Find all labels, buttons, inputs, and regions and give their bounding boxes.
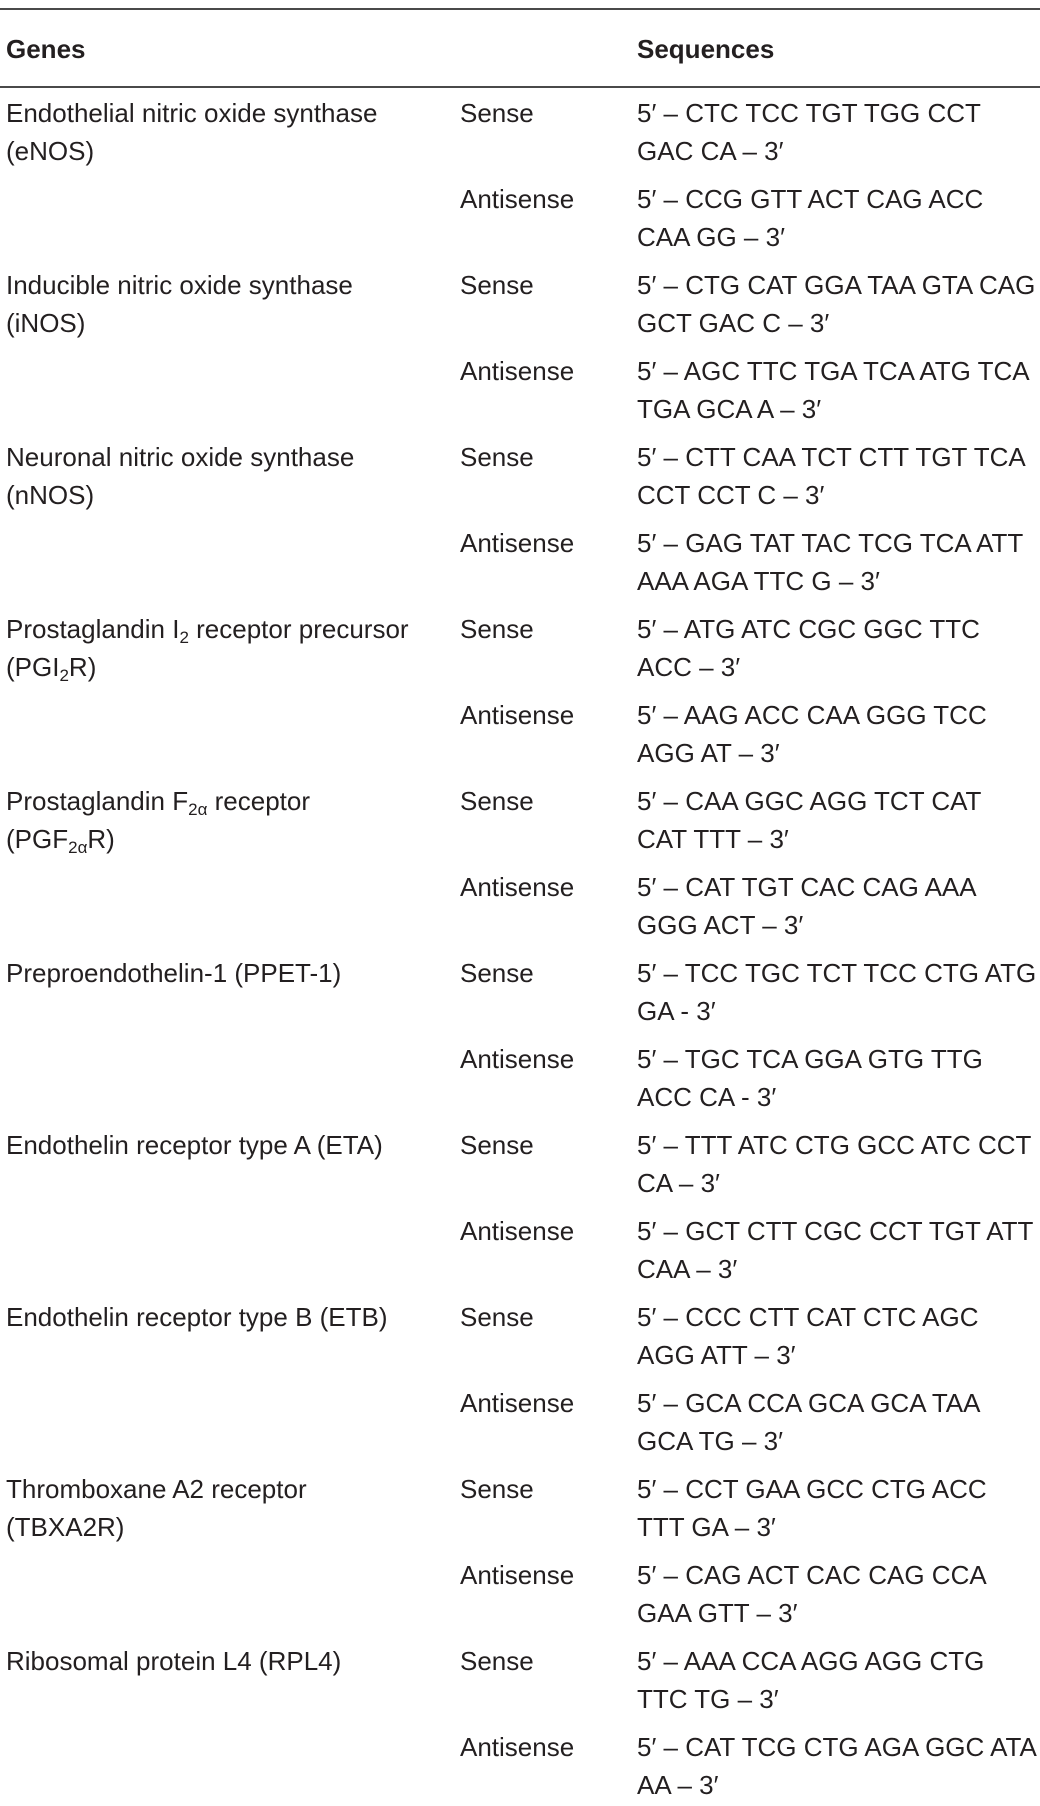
table-row (0, 86, 1040, 258)
antisense-label: Antisense (460, 1560, 575, 1590)
header-sequences: Sequences (637, 34, 775, 64)
gene-name-subscript: 2 (59, 666, 69, 685)
gene-name-part: Prostaglandin I (6, 614, 180, 644)
sense-label: Sense (460, 98, 534, 128)
sense-sequence: 5′ – CTG CAT GGA TAA GTA CAG GCT GAC C – 3′ (637, 270, 1036, 338)
sense-label: Sense (460, 1302, 534, 1332)
gene-name: Inducible nitric oxide synthase (iNOS) (6, 270, 353, 338)
sense-label: Sense (460, 1474, 534, 1504)
antisense-label: Antisense (460, 184, 575, 214)
table-row (0, 258, 1040, 430)
gene-name-part: receptor precursor (PGI (6, 614, 409, 682)
table-row (0, 946, 1040, 1118)
antisense-sequence: 5′ – AAG ACC CAA GGG TCC AGG AT – 3′ (637, 700, 987, 768)
sense-sequence: 5′ – TTT ATC CTG GCC ATC CCT CA – 3′ (637, 1130, 1031, 1198)
gene-name (6, 610, 426, 686)
sense-label: Sense (460, 786, 534, 816)
gene-name: Endothelin receptor type B (ETB) (6, 1302, 388, 1332)
gene-name: Neuronal nitric oxide synthase (nNOS) (6, 442, 355, 510)
table-row (0, 1118, 1040, 1290)
sense-label: Sense (460, 1646, 534, 1676)
sense-label: Sense (460, 614, 534, 644)
antisense-sequence: 5′ – GAG TAT TAC TCG TCA ATT AAA AGA TTC G – 3′ (637, 528, 1023, 596)
sense-sequence: 5′ – CAA GGC AGG TCT CAT CAT TTT – 3′ (637, 786, 981, 854)
antisense-sequence: 5′ – GCA CCA GCA GCA TAA GCA TG – 3′ (637, 1388, 980, 1456)
gene-name (6, 782, 426, 858)
antisense-label: Antisense (460, 1044, 575, 1074)
antisense-label: Antisense (460, 1388, 575, 1418)
antisense-sequence: 5′ – CAT TGT CAC CAG AAA GGG ACT – 3′ (637, 872, 976, 940)
sense-sequence: 5′ – CTT CAA TCT CTT TGT TCA CCT CCT C – 3′ (637, 442, 1025, 510)
sense-sequence: 5′ – ATG ATC CGC GGC TTC ACC – 3′ (637, 614, 980, 682)
gene-name-part: receptor (PGF (6, 786, 311, 854)
gene-name-part: R) (68, 652, 97, 682)
gene-name-subscript: 2 (179, 628, 189, 647)
gene-name: Thromboxane A2 receptor (TBXA2R) (6, 1474, 307, 1542)
sense-label: Sense (460, 1130, 534, 1160)
antisense-sequence: 5′ – GCT CTT CGC CCT TGT ATT CAA – 3′ (637, 1216, 1033, 1284)
antisense-label: Antisense (460, 1216, 575, 1246)
table-row (0, 774, 1040, 946)
sense-label: Sense (460, 442, 534, 472)
table-row (0, 1290, 1040, 1462)
gene-name: Ribosomal protein L4 (RPL4) (6, 1646, 342, 1676)
table-row (0, 430, 1040, 602)
sense-label: Sense (460, 958, 534, 988)
gene-name-part: Prostaglandin F (6, 786, 189, 816)
antisense-label: Antisense (460, 700, 575, 730)
sense-sequence: 5′ – AAA CCA AGG AGG CTG TTC TG – 3′ (637, 1646, 985, 1714)
header-genes: Genes (6, 34, 86, 64)
sense-sequence: 5′ – CTC TCC TGT TGG CCT GAC CA – 3′ (637, 98, 981, 166)
gene-name-part: R) (87, 824, 115, 854)
table-body (0, 86, 1040, 1806)
gene-name: Preproendothelin-1 (PPET-1) (6, 958, 342, 988)
gene-name: Endothelial nitric oxide synthase (eNOS) (6, 98, 378, 166)
sense-sequence: 5′ – CCC CTT CAT CTC AGC AGG ATT – 3′ (637, 1302, 979, 1370)
gene-name-subscript: 2α (68, 838, 88, 857)
antisense-sequence: 5′ – CCG GTT ACT CAG ACC CAA GG – 3′ (637, 184, 984, 252)
sense-sequence: 5′ – CCT GAA GCC CTG ACC TTT GA – 3′ (637, 1474, 987, 1542)
antisense-sequence: 5′ – AGC TTC TGA TCA ATG TCA TGA GCA A – 3′ (637, 356, 1029, 424)
antisense-sequence: 5′ – TGC TCA GGA GTG TTG ACC CA - 3′ (637, 1044, 983, 1112)
gene-name: Endothelin receptor type A (ETA) (6, 1130, 383, 1160)
antisense-label: Antisense (460, 1732, 575, 1762)
antisense-sequence: 5′ – CAT TCG CTG AGA GGC ATA AA – 3′ (637, 1732, 1036, 1800)
antisense-sequence: 5′ – CAG ACT CAC CAG CCA GAA GTT – 3′ (637, 1560, 986, 1628)
antisense-label: Antisense (460, 872, 575, 902)
table-row (0, 602, 1040, 774)
antisense-label: Antisense (460, 356, 575, 386)
table-row (0, 1462, 1040, 1634)
gene-name-subscript: 2α (188, 800, 208, 819)
sense-sequence: 5′ – TCC TGC TCT TCC CTG ATG GA - 3′ (637, 958, 1037, 1026)
table-header (0, 10, 1040, 88)
antisense-label: Antisense (460, 528, 575, 558)
sense-label: Sense (460, 270, 534, 300)
table-row (0, 1634, 1040, 1806)
